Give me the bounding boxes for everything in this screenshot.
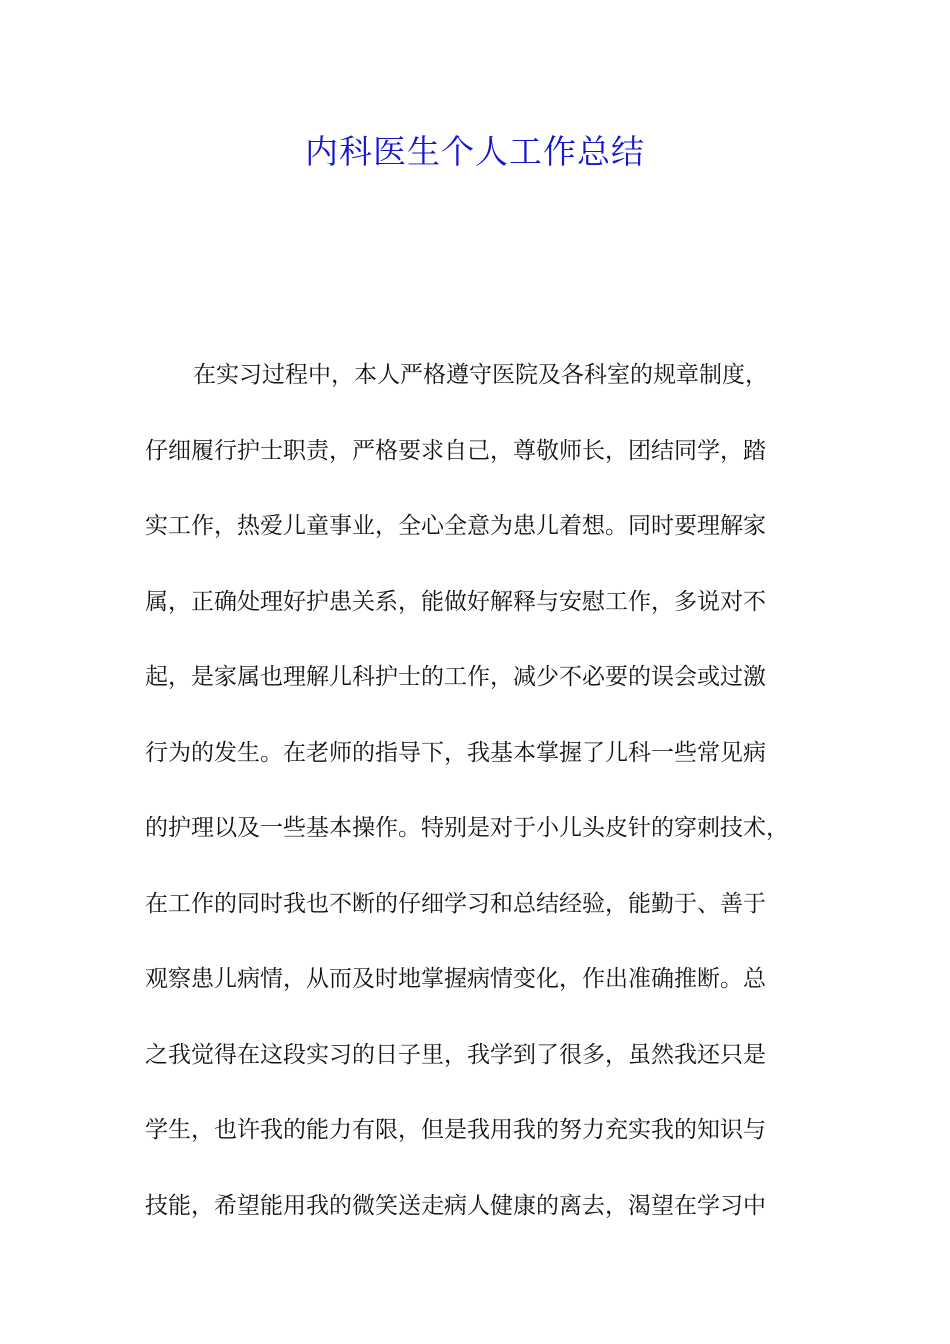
paragraph-line: 之我觉得在这段实习的日子里，我学到了很多，虽然我还只是 — [145, 1041, 766, 1068]
paragraph-line: 属，正确处理好护患关系，能做好解释与安慰工作，多说对不 — [145, 588, 766, 615]
paragraph-line: 仔细履行护士职责，严格要求自己，尊敬师长，团结同学，踏 — [145, 437, 766, 464]
paragraph-line: 的护理以及一些基本操作。特别是对于小儿头皮针的穿刺技术， — [145, 815, 789, 841]
paragraph-line: 技能，希望能用我的微笑送走病人健康的离去，渴望在学习中 — [145, 1192, 766, 1219]
paragraph-line: 实工作，热爱儿童事业，全心全意为患儿着想。同时要理解家 — [145, 513, 766, 539]
paragraph-line: 在工作的同时我也不断的仔细学习和总结经验，能勤于、善于 — [145, 890, 766, 917]
paragraph-line: 在实习过程中，本人严格遵守医院及各科室的规章制度， — [193, 362, 768, 388]
paragraph-line: 观察患儿病情，从而及时地掌握病情变化，作出准确推断。总 — [145, 966, 766, 992]
paragraph-line: 行为的发生。在老师的指导下，我基本掌握了儿科一些常见病 — [145, 739, 766, 766]
document-title: 内科医生个人工作总结 — [305, 132, 645, 171]
paragraph-line: 起，是家属也理解儿科护士的工作，减少不必要的误会或过激 — [145, 664, 766, 690]
paragraph-line: 学生，也许我的能力有限，但是我用我的努力充实我的知识与 — [145, 1117, 766, 1143]
document-body — [145, 338, 815, 1244]
